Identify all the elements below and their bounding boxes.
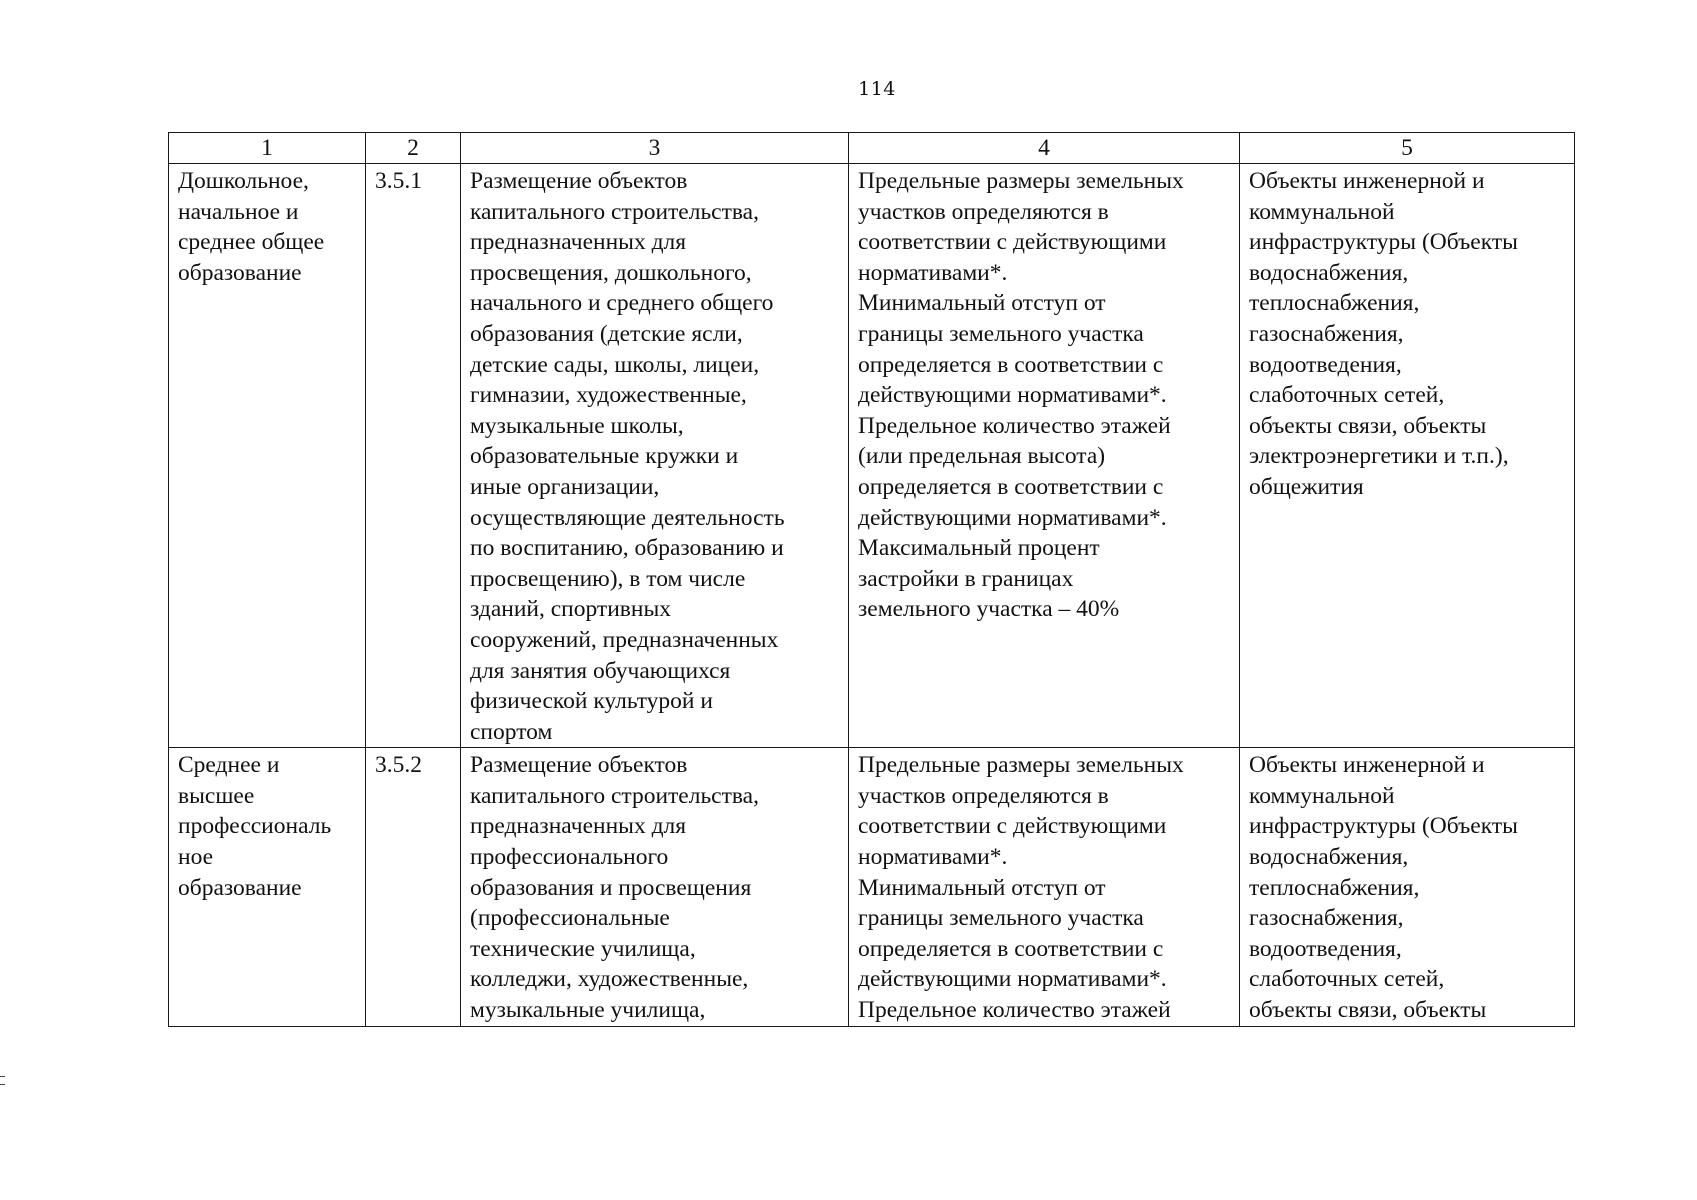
land-use-name: Дошкольное, начальное и среднее общее образование	[178, 168, 325, 286]
scan-edge-mark	[0, 1076, 5, 1085]
land-use-description-cell	[461, 748, 849, 1026]
land-use-parameters: Предельные размеры земельных участков определяются в соответствии с действующими нормативами*. Минимальный отступ от границы земельного участка определяется в соответствии с действующими нормативами*. Предельное количество этажей	[858, 752, 1184, 1024]
auxiliary-uses-cell	[1240, 164, 1575, 748]
auxiliary-uses: Объекты инженерной и коммунальной инфраструктуры (Объекты водоснабжения, теплоснабжения, газоснабжения, водоотведения, слаботочных сетей, объекты связи, объекты	[1249, 752, 1518, 1024]
column-header-5: 5	[1240, 133, 1575, 164]
auxiliary-uses: Объекты инженерной и коммунальной инфраструктуры (Объекты водоснабжения, теплоснабжения, газоснабжения, водоотведения, слаботочных сетей, объекты связи, объекты электроэнергетики и т.п.), общежития	[1249, 168, 1518, 500]
land-use-parameters-cell	[849, 164, 1240, 748]
land-use-parameters-cell	[849, 748, 1240, 1026]
land-use-name-cell	[169, 748, 366, 1026]
column-header-3: 3	[461, 133, 849, 164]
land-use-code-cell	[366, 748, 461, 1026]
land-use-code-cell	[366, 164, 461, 748]
table-row	[169, 748, 1575, 1026]
auxiliary-uses-cell	[1240, 748, 1575, 1026]
header-row	[169, 133, 1575, 164]
land-use-description: Размещение объектов капитального строительства, предназначенных для просвещения, дошкольного, начального и среднего общего образования (детские ясли, детские сады, школы, лицеи, гимназии, художественные, музыкальные школы, образовательные кружки и иные организации, осуществляющие деятельность по воспитанию, образованию и просвещению), в том числе зданий, спортивных сооружений, предназначенных для занятия обучающихся физической культурой и спортом	[470, 168, 785, 745]
land-use-name: Среднее и высшее профессиональ ное образование	[178, 752, 332, 901]
page-number: 114	[858, 78, 896, 100]
column-header-4: 4	[849, 133, 1240, 164]
land-use-code: 3.5.1	[375, 168, 422, 194]
table-row	[169, 164, 1575, 748]
land-use-name-cell	[169, 164, 366, 748]
land-use-description: Размещение объектов капитального строительства, предназначенных для профессионального образования и просвещения (профессиональные технические училища, колледжи, художественные, музыкальные училища,	[470, 752, 759, 1024]
column-header-2: 2	[366, 133, 461, 164]
land-use-parameters: Предельные размеры земельных участков определяются в соответствии с действующими нормативами*. Минимальный отступ от границы земельного участка определяется в соответствии с действующими нормативами*. Предельное количество этажей (или предельная высота) определяется в соответствии с действующими нормативами*. Максимальный процент застройки в границах земельного участка – 40%	[858, 168, 1184, 623]
land-use-code: 3.5.2	[375, 752, 422, 779]
land-use-table	[168, 132, 1575, 1027]
column-header-1: 1	[169, 133, 366, 164]
land-use-description-cell	[461, 164, 849, 748]
